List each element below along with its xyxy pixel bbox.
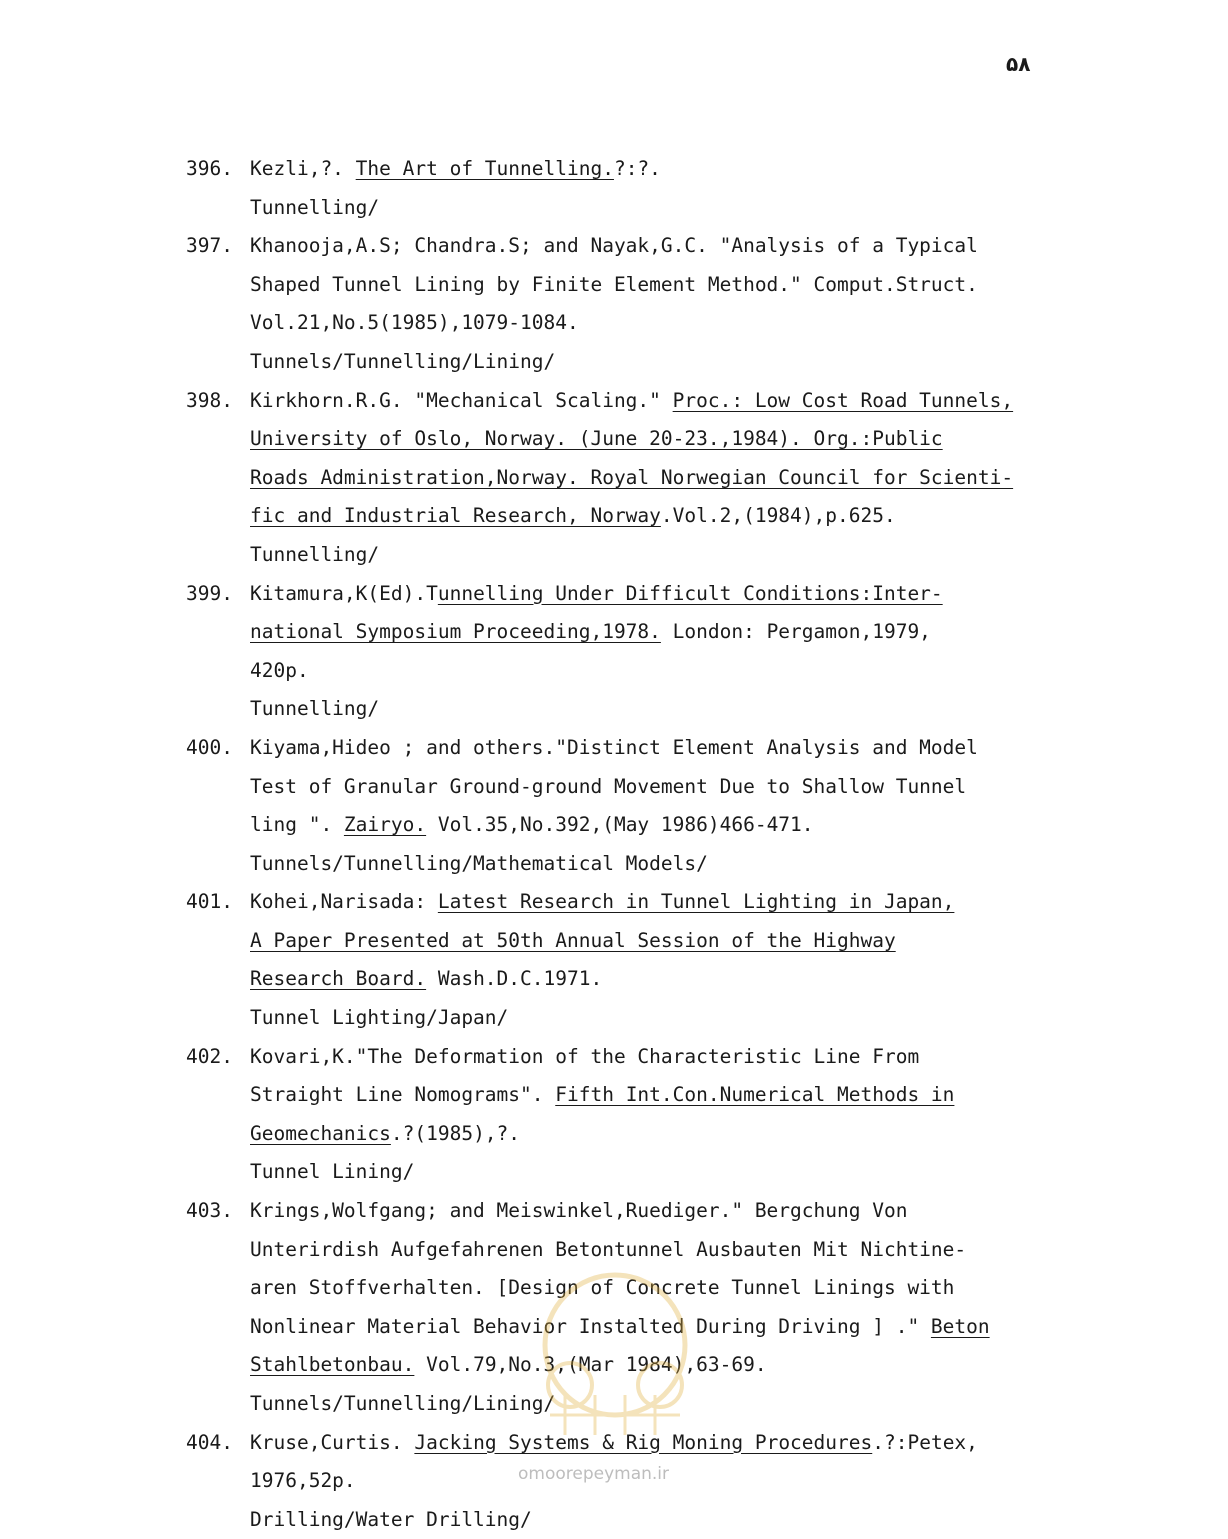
citation-text: Tunnel Lining/ <box>250 1160 415 1184</box>
reference-body <box>250 883 1096 1037</box>
citation-text: Tunnel Lighting/Japan/ <box>250 1006 509 1030</box>
page-number: ۵۸ <box>1006 52 1031 76</box>
citation-text: Tunnelling/ <box>250 195 380 219</box>
reference-line <box>250 1308 1096 1347</box>
citation-text: Kohei,Narisada: <box>250 890 438 914</box>
reference-line <box>250 613 1096 652</box>
reference-line <box>250 1269 1096 1308</box>
underlined-title-text: national Symposium Proceeding,1978. <box>250 620 661 644</box>
reference-line <box>250 304 1096 343</box>
reference-line <box>250 652 1096 691</box>
citation-text: Nonlinear Material Behavior Instalted During Driving ] ." <box>250 1314 931 1338</box>
underlined-title-text: The Art of Tunnelling. <box>355 157 614 180</box>
underlined-title-text: A Paper Presented at 50th Annual Session of the Highway <box>250 928 896 952</box>
underlined-title-text: Roads Administration,Norway. Royal Norwegian Council for Scienti- <box>250 465 1014 489</box>
citation-text: ling ". <box>250 813 344 837</box>
citation-text: Tunnels/Tunnelling/Lining/ <box>250 349 556 373</box>
reference-line <box>250 1501 1096 1539</box>
reference-entry <box>186 227 1096 381</box>
reference-entry <box>186 1038 1096 1192</box>
reference-body <box>250 150 1096 227</box>
citation-text: Krings,Wolfgang; and Meiswinkel,Ruediger." Bergchung Von <box>250 1199 908 1223</box>
reference-number: 397. <box>186 234 233 258</box>
reference-entry <box>186 575 1096 729</box>
underlined-title-text: Beton <box>930 1314 990 1338</box>
citation-text: Drilling/Water Drilling/ <box>250 1507 532 1531</box>
reference-number: 398. <box>186 388 233 412</box>
underlined-title-text: Zairyo. <box>343 813 427 837</box>
reference-list <box>186 150 1096 1539</box>
citation-text: London: Pergamon,1979, <box>660 620 931 644</box>
reference-body <box>250 729 1096 883</box>
citation-text: .?(1985),?. <box>390 1121 521 1145</box>
citation-text: Test of Granular Ground-ground Movement Due to Shallow Tunnel <box>250 774 967 798</box>
reference-line <box>250 459 1096 498</box>
reference-entry <box>186 883 1096 1037</box>
reference-line <box>250 768 1096 807</box>
reference-body <box>250 575 1096 729</box>
citation-text: Kitamura,K(Ed).T <box>250 581 438 605</box>
underlined-title-text: Latest Research in Tunnel Lighting in Japan, <box>437 890 955 914</box>
reference-line <box>250 999 1096 1038</box>
reference-line <box>250 1038 1096 1077</box>
reference-line <box>250 575 1096 614</box>
reference-line <box>250 729 1096 768</box>
citation-text: .?:Petex, <box>872 1430 978 1454</box>
reference-line <box>250 189 1096 228</box>
reference-line <box>250 497 1096 536</box>
reference-entry <box>186 382 1096 575</box>
reference-line <box>250 883 1096 922</box>
reference-body <box>250 1192 1096 1424</box>
citation-text: Kirkhorn.R.G. "Mechanical Scaling." <box>250 388 673 412</box>
reference-number: 399. <box>186 581 233 605</box>
underlined-title-text: Fifth Int.Con.Numerical Methods in <box>555 1083 955 1107</box>
reference-entry <box>186 1192 1096 1424</box>
underlined-title-text: Proc.: Low Cost Road Tunnels, <box>672 388 1014 412</box>
reference-line <box>250 806 1096 845</box>
reference-body <box>250 1038 1096 1192</box>
citation-text: Vol.35,No.392,(May 1986)466-471. <box>426 813 814 837</box>
reference-line <box>250 1231 1096 1270</box>
underlined-title-text: Geomechanics <box>250 1121 391 1145</box>
reference-body <box>250 227 1096 381</box>
citation-text: 1976,52p. <box>250 1469 356 1493</box>
underlined-title-text: fic and Industrial Research, Norway <box>250 504 661 528</box>
citation-text: .Vol.2,(1984),p.625. <box>660 504 896 528</box>
reference-line <box>250 845 1096 884</box>
citation-text: Vol.79,No.3,(Mar 1984),63-69. <box>414 1353 767 1377</box>
reference-line <box>250 922 1096 961</box>
reference-entry <box>186 150 1096 227</box>
underlined-title-text: Research Board. <box>250 967 427 991</box>
reference-number: 403. <box>186 1199 233 1223</box>
reference-line <box>250 960 1096 999</box>
citation-text: Straight Line Nomograms". <box>250 1083 556 1107</box>
reference-line <box>250 1462 1096 1501</box>
citation-text: Wash.D.C.1971. <box>426 967 603 991</box>
citation-text: Tunnels/Tunnelling/Mathematical Models/ <box>250 851 708 875</box>
citation-text: Kiyama,Hideo ; and others."Distinct Element Analysis and Model <box>250 735 978 759</box>
citation-text: Shaped Tunnel Lining by Finite Element Method." Comput.Struct. <box>250 272 978 296</box>
citation-text: Tunnels/Tunnelling/Lining/ <box>250 1392 556 1415</box>
reference-entry <box>186 729 1096 883</box>
underlined-title-text: Stahlbetonbau. <box>250 1353 415 1377</box>
reference-number: 396. <box>186 157 233 180</box>
reference-line <box>250 227 1096 266</box>
citation-text: ?:?. <box>613 157 661 180</box>
citation-text: 420p. <box>250 658 309 682</box>
reference-line <box>250 1076 1096 1115</box>
citation-text: Vol.21,No.5(1985),1079-1084. <box>250 311 579 335</box>
underlined-title-text: unnelling Under Difficult Conditions:Inter- <box>437 581 943 605</box>
citation-text: Kovari,K."The Deformation of the Characteristic Line From <box>250 1044 920 1068</box>
reference-body <box>250 1424 1096 1539</box>
reference-line <box>250 1385 1096 1424</box>
reference-number: 401. <box>186 890 233 914</box>
reference-body <box>250 382 1096 575</box>
watermark-text: omoorepeyman.ir <box>518 1464 670 1484</box>
citation-text: Tunnelling/ <box>250 697 380 721</box>
underlined-title-text: University of Oslo, Norway. (June 20-23.,1984). Org.:Public <box>250 427 943 451</box>
reference-number: 402. <box>186 1044 233 1068</box>
reference-line <box>250 343 1096 382</box>
reference-line <box>250 266 1096 305</box>
reference-line <box>250 1424 1096 1463</box>
reference-line <box>250 1346 1096 1385</box>
reference-line <box>250 420 1096 459</box>
reference-line <box>250 1153 1096 1192</box>
citation-text: Tunnelling/ <box>250 542 380 566</box>
citation-text: aren Stoffverhalten. [Design of Concrete Tunnel Linings with <box>250 1276 955 1300</box>
reference-line <box>250 382 1096 421</box>
underlined-title-text: Jacking Systems & Rig Moning Procedures <box>414 1430 873 1454</box>
reference-line <box>250 1115 1096 1154</box>
reference-line <box>250 536 1096 575</box>
reference-line <box>250 1192 1096 1231</box>
reference-line <box>250 150 1096 189</box>
citation-text: Khanooja,A.S; Chandra.S; and Nayak,G.C. "Analysis of a Typical <box>250 234 978 258</box>
reference-line <box>250 690 1096 729</box>
citation-text: Kruse,Curtis. <box>250 1430 415 1454</box>
reference-number: 404. <box>186 1430 233 1454</box>
citation-text: Kezli,?. <box>250 157 356 180</box>
reference-number: 400. <box>186 735 233 759</box>
citation-text: Unterirdish Aufgefahrenen Betontunnel Ausbauten Mit Nichtine- <box>250 1237 967 1261</box>
